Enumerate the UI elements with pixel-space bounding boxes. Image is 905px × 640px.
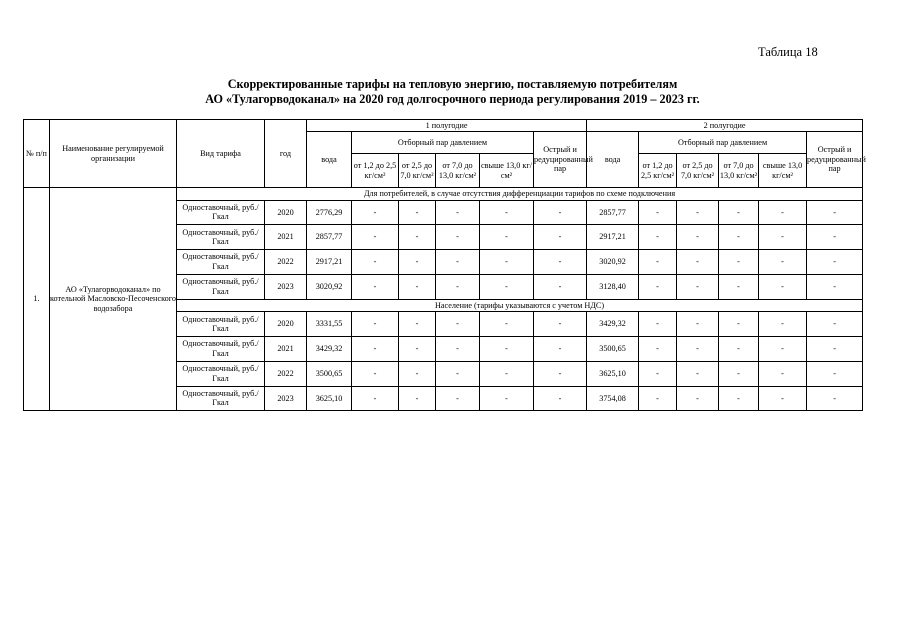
empty-value-cell: - [436,386,480,411]
empty-value-cell: - [719,361,759,386]
empty-value-cell: - [759,361,807,386]
empty-value-cell: - [677,361,719,386]
empty-value-cell: - [639,250,677,275]
empty-value-cell: - [807,312,863,337]
header-half-2: 2 полугодие [587,120,863,132]
empty-value-cell: - [436,225,480,250]
empty-value-cell: - [399,200,436,225]
water-h2-cell: 2857,77 [587,200,639,225]
tariff-type-cell: Одноставочный, руб./Гкал [177,250,265,275]
empty-value-cell: - [759,312,807,337]
water-h2-cell: 3625,10 [587,361,639,386]
empty-value-cell: - [719,274,759,299]
empty-value-cell: - [352,361,399,386]
empty-value-cell: - [759,250,807,275]
empty-value-cell: - [807,336,863,361]
empty-value-cell: - [719,225,759,250]
empty-value-cell: - [399,336,436,361]
empty-value-cell: - [480,200,534,225]
empty-value-cell: - [534,312,587,337]
empty-value-cell: - [677,336,719,361]
empty-value-cell: - [639,386,677,411]
empty-value-cell: - [719,312,759,337]
empty-value-cell: - [639,200,677,225]
document-title [0,77,905,107]
title-line-2: АО «Тулагорводоканал» на 2020 год долгосрочного периода регулирования 2019 – 2023 гг. [205,92,700,106]
header-p3-h1: от 7,0 до 13,0 кг/см² [436,154,480,188]
empty-value-cell: - [436,312,480,337]
empty-value-cell: - [759,225,807,250]
empty-value-cell: - [807,361,863,386]
tariff-type-cell: Одноставочный, руб./Гкал [177,200,265,225]
header-no: № п/п [24,120,50,188]
empty-value-cell: - [480,274,534,299]
empty-value-cell: - [480,225,534,250]
water-h2-cell: 3128,40 [587,274,639,299]
empty-value-cell: - [534,250,587,275]
water-h1-cell: 3331,55 [307,312,352,337]
year-cell: 2021 [265,225,307,250]
title-line-1: Скорректированные тарифы на тепловую энергию, поставляемую потребителям [227,77,678,91]
empty-value-cell: - [677,274,719,299]
empty-value-cell: - [352,336,399,361]
empty-value-cell: - [352,274,399,299]
header-water-h1: вода [307,132,352,188]
empty-value-cell: - [352,312,399,337]
empty-value-cell: - [639,274,677,299]
header-half-1: 1 полугодие [307,120,587,132]
table-number-label: Таблица 18 [758,45,818,59]
water-h2-cell: 3429,32 [587,312,639,337]
water-h2-cell: 3754,08 [587,386,639,411]
water-h1-cell: 3429,32 [307,336,352,361]
empty-value-cell: - [352,250,399,275]
tariff-type-cell: Одноставочный, руб./Гкал [177,386,265,411]
header-p2-h1: от 2,5 до 7,0 кг/см² [399,154,436,188]
empty-value-cell: - [352,225,399,250]
header-p1-h2: от 1,2 до 2,5 кг/см² [639,154,677,188]
tariff-type-cell: Одноставочный, руб./Гкал [177,225,265,250]
header-steam-pressure-h2: Отборный пар давлением [639,132,807,154]
empty-value-cell: - [807,386,863,411]
empty-value-cell: - [719,386,759,411]
empty-value-cell: - [639,312,677,337]
empty-value-cell: - [677,225,719,250]
empty-value-cell: - [677,386,719,411]
empty-value-cell: - [534,225,587,250]
header-p2-h2: от 2,5 до 7,0 кг/см² [677,154,719,188]
empty-value-cell: - [399,274,436,299]
year-cell: 2023 [265,386,307,411]
header-org-name: Наименование регулируемой организации [50,120,177,188]
water-h1-cell: 3500,65 [307,361,352,386]
row-number: 1. [24,188,50,411]
empty-value-cell: - [480,312,534,337]
header-p4-h2: свыше 13,0 кг/см² [759,154,807,188]
empty-value-cell: - [719,200,759,225]
empty-value-cell: - [719,250,759,275]
empty-value-cell: - [534,336,587,361]
empty-value-cell: - [399,361,436,386]
empty-value-cell: - [399,312,436,337]
header-sharp-steam-h2: Острый и редуцированный пар [807,132,863,188]
section-title: Население (тарифы указываются с учетом НДС) [177,299,863,312]
empty-value-cell: - [677,312,719,337]
empty-value-cell: - [807,250,863,275]
water-h2-cell: 3500,65 [587,336,639,361]
empty-value-cell: - [639,336,677,361]
header-p1-h1: от 1,2 до 2,5 кг/см² [352,154,399,188]
year-cell: 2021 [265,336,307,361]
empty-value-cell: - [534,274,587,299]
empty-value-cell: - [677,200,719,225]
empty-value-cell: - [480,250,534,275]
empty-value-cell: - [534,386,587,411]
empty-value-cell: - [807,274,863,299]
empty-value-cell: - [719,336,759,361]
empty-value-cell: - [436,250,480,275]
year-cell: 2022 [265,361,307,386]
year-cell: 2023 [265,274,307,299]
empty-value-cell: - [759,336,807,361]
empty-value-cell: - [759,200,807,225]
tariff-type-cell: Одноставочный, руб./Гкал [177,361,265,386]
tariff-type-cell: Одноставочный, руб./Гкал [177,274,265,299]
year-cell: 2022 [265,250,307,275]
tariff-type-cell: Одноставочный, руб./Гкал [177,336,265,361]
year-cell: 2020 [265,200,307,225]
water-h1-cell: 2917,21 [307,250,352,275]
empty-value-cell: - [759,386,807,411]
empty-value-cell: - [807,200,863,225]
empty-value-cell: - [480,361,534,386]
header-sharp-steam-h1: Острый и редуцированный пар [534,132,587,188]
year-cell: 2020 [265,312,307,337]
empty-value-cell: - [436,274,480,299]
empty-value-cell: - [759,274,807,299]
empty-value-cell: - [399,386,436,411]
empty-value-cell: - [639,361,677,386]
empty-value-cell: - [534,200,587,225]
empty-value-cell: - [436,200,480,225]
empty-value-cell: - [639,225,677,250]
header-tariff-type: Вид тарифа [177,120,265,188]
water-h1-cell: 2776,29 [307,200,352,225]
water-h1-cell: 3625,10 [307,386,352,411]
empty-value-cell: - [480,386,534,411]
empty-value-cell: - [436,336,480,361]
empty-value-cell: - [807,225,863,250]
header-steam-pressure-h1: Отборный пар давлением [352,132,534,154]
tariff-type-cell: Одноставочный, руб./Гкал [177,312,265,337]
empty-value-cell: - [480,336,534,361]
empty-value-cell: - [399,250,436,275]
water-h2-cell: 2917,21 [587,225,639,250]
empty-value-cell: - [436,361,480,386]
empty-value-cell: - [534,361,587,386]
header-water-h2: вода [587,132,639,188]
empty-value-cell: - [352,386,399,411]
water-h2-cell: 3020,92 [587,250,639,275]
empty-value-cell: - [352,200,399,225]
header-p4-h1: свыше 13,0 кг/см² [480,154,534,188]
empty-value-cell: - [399,225,436,250]
water-h1-cell: 2857,77 [307,225,352,250]
empty-value-cell: - [677,250,719,275]
section-title: Для потребителей, в случае отсутствия дифференциации тарифов по схеме подключения [177,188,863,201]
tariff-table [23,119,866,411]
water-h1-cell: 3020,92 [307,274,352,299]
organization-name: АО «Тулагорводоканал» по котельной Масловско-Песоченского водозабора [50,188,177,411]
header-year: год [265,120,307,188]
header-p3-h2: от 7,0 до 13,0 кг/см² [719,154,759,188]
